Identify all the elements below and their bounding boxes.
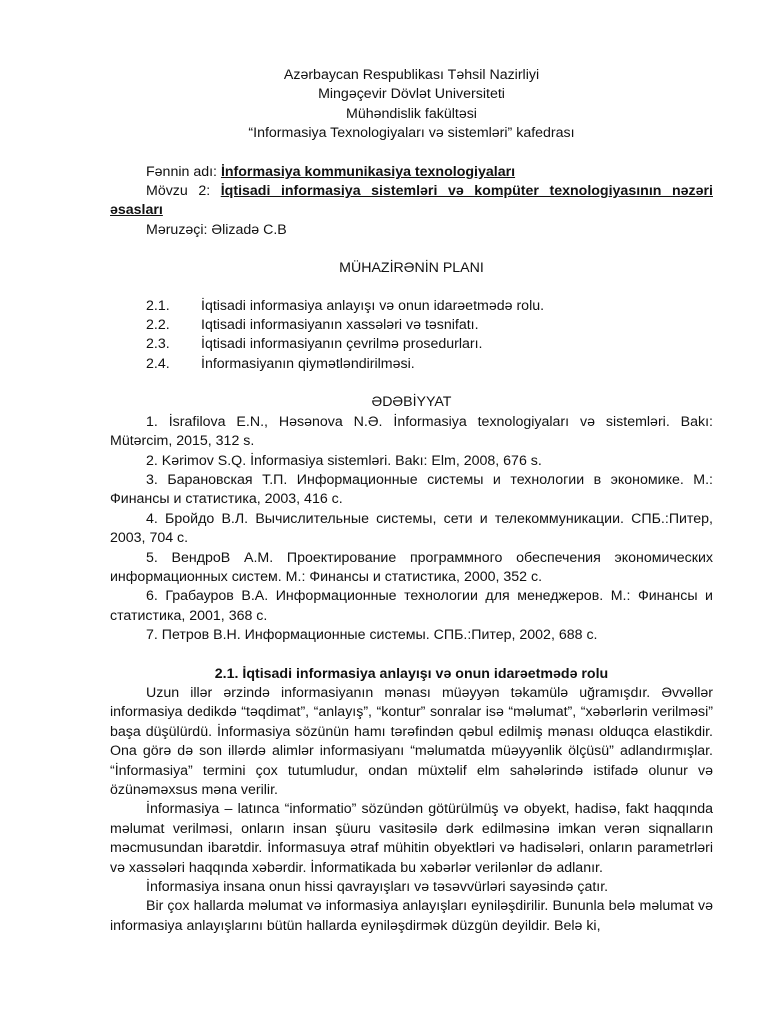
body-paragraph: Uzun illər ərzində informasiyanın mənası müəyyən təkamülə uğramışdır. Əvvəllər informasiya dedikdə “təqdimat”, “anlayış”, “kontur” sonralar isə “məlumat”, “xəbərlərin verilməsi” başa düşülürdü. İnformasiya sözünün hamı tərəfindən qəbul edilmiş mənası olduqca elastikdir. Ona görə də son illərdə alimlər informasiyanı “məlumatda müəyyənlik ölçüsü” adlandırmışlar. “İnformasiya” termini çox tutumludur, ondan müxtəlif elm sahələrində istifadə olunur və özünəməxsus məna verilir. — [110, 684, 713, 798]
plan-item-text: Iqtisadi informasiyanın xassələri və təsnifatı. — [201, 317, 479, 334]
department-line: “Informasiya Texnologiyaları və sistemləri” kafedrası — [248, 125, 575, 142]
document-header — [110, 66, 713, 144]
body-paragraph: Bir çox hallarda məlumat və informasiya anlayışları eyniləşdirilir. Bununla belə məlumat və informasiya anlayışlarını bütün hallarda eyniləşdirmək düzgün deyildir. Belə ki, — [110, 898, 713, 934]
literature-item: 4. Бройдо В.Л. Вычислительные системы, сети и телекоммуникации. СПБ.:Питер, 2003, 704 с. — [110, 510, 713, 547]
plan-item-number: 2.4. — [146, 355, 170, 372]
lecturer-line: Məruzəçi: Əlizadə C.B — [146, 221, 287, 238]
topic-value: İqtisadi informasiya sistemləri və kompüter texnologiyasının nəzəri əsasları — [110, 183, 713, 219]
literature-list — [110, 413, 713, 646]
literature-item: 3. Барановская Т.П. Информационные системы и технологии в экономике. М.: Финансы и статистика, 2003, 416 с. — [110, 471, 713, 508]
plan-item — [110, 335, 713, 354]
plan-title: MÜHAZİRƏNİN PLANI — [339, 260, 484, 277]
plan-item — [110, 297, 713, 316]
plan-item-text: İqtisadi informasiyanın çevrilmə prosedurları. — [201, 336, 483, 353]
literature-title: ƏDƏBİYYAT — [371, 394, 452, 411]
plan-item-number: 2.3. — [146, 336, 170, 353]
subject-line — [110, 163, 713, 182]
subject-label: Fənnin adı: — [146, 163, 221, 180]
document-page — [110, 66, 713, 936]
body-paragraph: İnformasiya insana onun hissi qavrayışları və təsəvvürləri sayəsində çatır. — [146, 879, 609, 896]
plan-item — [110, 355, 713, 374]
literature-item: 7. Петров В.Н. Информационные системы. СПБ.:Питер, 2002, 688 с. — [146, 627, 598, 644]
plan-item-number: 2.1. — [146, 297, 170, 314]
plan-item — [110, 316, 713, 335]
course-info — [110, 163, 713, 241]
literature-item: 2. Kərimov S.Q. İnformasiya sistemləri. Bakı: Elm, 2008, 676 s. — [146, 452, 542, 469]
section-body — [110, 684, 713, 936]
plan-item-text: İnformasiyanın qiymətləndirilməsi. — [201, 355, 415, 372]
plan-list — [110, 297, 713, 375]
body-paragraph: İnformasiya – latınca “informatio” sözündən götürülmüş və obyekt, hadisə, fakt haqqında məlumat verilməsi, onların insan şüuru vasitəsilə dərk edilməsinə imkan verən siqnalların məcmusundan ibarətdir. İnformasuya ətraf mühitin obyektləri və hadisələri, onların parametrləri və xassələri haqqında xəbərdir. İnformatikada bu xəbərlər verilənlər də adlanır. — [110, 801, 713, 876]
university-line: Mingəçevir Dövlət Universiteti — [318, 86, 505, 103]
faculty-line: Mühəndislik fakültəsi — [346, 105, 477, 122]
subject-value: İnformasiya kommunikasiya texnologiyaları — [220, 163, 516, 180]
literature-item: 1. İsrafilova E.N., Həsənova N.Ə. İnformasiya texnologiyaları və sistemləri. Bakı: Mütərcim, 2015, 312 s. — [110, 413, 713, 450]
plan-item-number: 2.2. — [146, 317, 170, 334]
plan-item-text: İqtisadi informasiya anlayışı və onun idarəetmədə rolu. — [201, 297, 545, 314]
literature-item: 5. ВендроВ А.М. Проектирование программного обеспечения экономических информационных систем. М.: Финансы и статистика, 2000, 352 с. — [110, 549, 713, 585]
topic-label: Mövzu 2: — [146, 183, 221, 200]
topic-line — [110, 182, 713, 221]
ministry-line: Azərbaycan Respublikası Təhsil Nazirliyi — [283, 67, 540, 83]
literature-item: 6. Грабауров В.А. Информационные технологии для менеджеров. М.: Финансы и статистика, 2001, 368 с. — [110, 588, 713, 624]
section-heading: 2.1. İqtisadi informasiya anlayışı və onun idarəetmədə rolu — [214, 665, 609, 682]
